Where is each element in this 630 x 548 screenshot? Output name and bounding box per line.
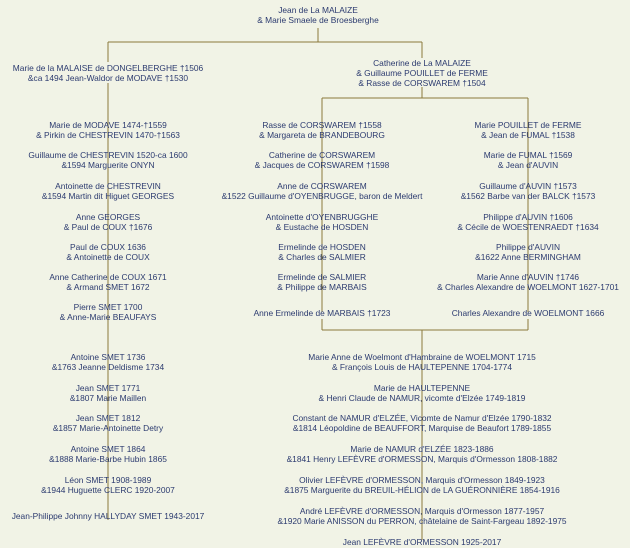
merged-gen-4 <box>284 475 560 495</box>
merged-gen-4-line-1: &1875 Marguerite du BREUIL-HÉLION de LA GUÉRONNIÈRE 1854-1916 <box>284 485 560 496</box>
merged-gen-5-line-0: André LEFÈVRE d'ORMESSON, Marquis d'Ormesson 1877-1957 <box>299 506 545 516</box>
mid-gen-2 <box>222 181 423 201</box>
left-gen-11-line-0: Léon SMET 1908-1989 <box>64 475 152 485</box>
merged-gen-3-line-1: &1841 Henry LEFÈVRE d'ORMESSON, Marquis d'Ormesson 1808-1882 <box>286 454 558 465</box>
mid-gen-1-line-1: & Jacques de CORSWAREM †1598 <box>254 160 390 171</box>
far-gen-2 <box>461 181 596 201</box>
merged-gen-2 <box>292 413 551 433</box>
left-head-couple-line-0: Marie de la MALAISE de DONGELBERGHE †1506 <box>12 63 204 73</box>
merged-gen-6-line-0: Jean LEFÈVRE d'ORMESSON 1925-2017 <box>342 537 502 547</box>
mid-gen-2-line-0: Anne de CORSWAREM <box>277 181 367 191</box>
merged-gen-0-line-1: & François Louis de HAULTEPENNE 1704-1774 <box>332 362 512 373</box>
root-couple-line-0: Jean de La MALAIZE <box>278 5 358 15</box>
left-gen-9-line-0: Jean SMET 1812 <box>75 413 141 423</box>
left-gen-10-line-0: Antoine SMET 1864 <box>70 444 146 454</box>
left-gen-4-line-1: & Antoinette de COUX <box>66 252 150 263</box>
left-gen-3-line-0: Anne GEORGES <box>75 212 141 222</box>
far-gen-5-line-1: & Charles Alexandre de WOELMONT 1627-1701 <box>437 282 619 293</box>
mid-gen-5-line-0: Ermelinde de SALMIER <box>277 272 367 282</box>
merged-gen-5 <box>277 506 566 526</box>
mid-gen-1-line-0: Catherine de CORSWAREM <box>268 150 376 160</box>
far-gen-3-line-0: Philippe d'AUVIN †1606 <box>483 212 573 222</box>
mid-gen-3-line-1: & Eustache de HOSDEN <box>275 222 369 233</box>
far-gen-4-line-0: Philippe d'AUVIN <box>496 242 560 252</box>
left-gen-8 <box>70 383 146 403</box>
merged-gen-0 <box>308 352 536 372</box>
left-gen-3-line-1: & Paul de COUX †1676 <box>63 222 153 233</box>
far-gen-3 <box>457 212 598 232</box>
left-gen-5-line-1: & Armand SMET 1672 <box>66 282 150 293</box>
merged-gen-1-line-0: Marie de HAULTEPENNE <box>373 383 471 393</box>
far-gen-5 <box>437 272 619 292</box>
left-gen-6-line-0: Pierre SMET 1700 <box>73 302 143 312</box>
right-head-couple-line-0: Catherine de La MALAIZE <box>373 58 471 68</box>
merged-gen-3-line-0: Marie de NAMUR d'ELZÉE 1823-1886 <box>350 444 494 454</box>
far-gen-1-line-1: & Jean d'AUVIN <box>497 160 559 171</box>
left-gen-4 <box>66 242 149 262</box>
left-gen-10-line-1: &1888 Marie-Barbe Hubin 1865 <box>49 454 167 465</box>
left-gen-1-line-1: &1594 Marguerite ONYN <box>61 160 155 171</box>
far-gen-6-line-0: Charles Alexandre de WOELMONT 1666 <box>451 308 605 318</box>
mid-gen-6 <box>254 308 391 318</box>
mid-gen-5 <box>277 272 366 292</box>
mid-gen-6-line-0: Anne Ermelinde de MARBAIS †1723 <box>253 308 391 318</box>
far-gen-5-line-0: Marie Anne d'AUVIN †1746 <box>476 272 580 282</box>
far-gen-4-line-1: &1622 Anne BERMINGHAM <box>475 252 581 263</box>
merged-gen-1-line-1: & Henri Claude de NAMUR, vicomte d'Elzée 1749-1819 <box>318 393 526 404</box>
right-head-couple-line-2: & Rasse de CORSWAREM †1504 <box>358 78 486 89</box>
far-gen-1 <box>484 150 573 170</box>
far-gen-0 <box>475 120 582 140</box>
mid-gen-0 <box>259 120 385 140</box>
left-gen-2-line-0: Antoinette de CHESTREVIN <box>55 181 161 191</box>
far-gen-0-line-0: Marie POUILLET de FERME <box>474 120 582 130</box>
merged-gen-4-line-0: Olivier LEFÈVRE d'ORMESSON, Marquis d'Ormesson 1849-1923 <box>299 475 545 485</box>
left-gen-5-line-0: Anne Catherine de COUX 1671 <box>49 272 167 282</box>
root-couple-line-1: & Marie Smaele de Broesberghe <box>257 15 379 26</box>
merged-gen-5-line-1: &1920 Marie ANISSON du PERRON, châtelaine de Saint-Fargeau 1892-1975 <box>277 516 567 527</box>
merged-gen-2-line-1: &1814 Léopoldine de BEAUFFORT, Marquise de Beaufort 1789-1855 <box>292 423 552 434</box>
left-gen-8-line-0: Jean SMET 1771 <box>75 383 141 393</box>
far-gen-3-line-1: & Cécile de WOESTENRAEDT †1634 <box>457 222 599 233</box>
merged-gen-2-line-0: Constant de NAMUR d'ELZÉE, Vicomte de Namur d'Elzée 1790-1832 <box>292 413 552 423</box>
far-gen-1-line-0: Marie de FUMAL †1569 <box>483 150 573 160</box>
left-gen-9 <box>53 413 163 433</box>
left-gen-6-line-1: & Anne-Marie BEAUFAYS <box>59 312 157 323</box>
mid-gen-4 <box>278 242 366 262</box>
mid-gen-0-line-0: Rasse de CORSWAREM †1558 <box>262 120 382 130</box>
left-gen-5 <box>49 272 166 292</box>
far-gen-6 <box>452 308 605 318</box>
left-gen-10 <box>49 444 167 464</box>
mid-gen-3 <box>266 212 378 232</box>
far-gen-2-line-0: Guillaume d'AUVIN †1573 <box>479 181 577 191</box>
left-gen-7-line-0: Antoine SMET 1736 <box>70 352 146 362</box>
left-gen-9-line-1: &1857 Marie-Antoinette Detry <box>52 423 164 434</box>
far-gen-0-line-1: & Jean de FUMAL †1538 <box>481 130 575 141</box>
left-gen-12-line-0: Jean-Philippe Johnny HALLYDAY SMET 1943-2017 <box>11 511 205 521</box>
mid-gen-5-line-1: & Philippe de MARBAIS <box>277 282 367 293</box>
root-couple <box>257 5 379 25</box>
left-gen-11-line-1: &1944 Huguette CLERC 1920-2007 <box>41 485 175 496</box>
left-gen-12 <box>12 511 205 521</box>
left-gen-8-line-1: &1807 Marie Maillen <box>69 393 147 404</box>
merged-gen-6 <box>343 537 501 547</box>
left-gen-7-line-1: &1763 Jeanne Deldisme 1734 <box>51 362 165 373</box>
left-gen-7 <box>52 352 164 372</box>
merged-gen-0-line-0: Marie Anne de Woelmont d'Hambraine de WOELMONT 1715 <box>308 352 536 362</box>
mid-gen-4-line-0: Ermelinde de HOSDEN <box>278 242 366 252</box>
left-gen-3 <box>64 212 152 232</box>
far-gen-4 <box>475 242 581 262</box>
mid-gen-4-line-1: & Charles de SALMIER <box>278 252 366 263</box>
merged-gen-3 <box>287 444 558 464</box>
left-gen-11 <box>41 475 175 495</box>
left-gen-2-line-1: &1594 Martin dit Higuet GEORGES <box>41 191 175 202</box>
mid-gen-2-line-1: &1522 Guillaume d'OYENBRUGGE, baron de Meldert <box>221 191 423 202</box>
left-head-couple <box>13 63 203 83</box>
left-gen-0-line-1: & Pirkin de CHESTREVIN 1470-†1563 <box>36 130 180 141</box>
far-gen-2-line-1: &1562 Barbe van der BALCK †1573 <box>460 191 596 202</box>
left-gen-1 <box>28 150 187 170</box>
right-head-couple-line-1: & Guillaume POUILLET de FERME <box>356 68 488 79</box>
right-head-couple <box>356 58 488 89</box>
mid-gen-0-line-1: & Margareta de BRANDEBOURG <box>259 130 385 141</box>
left-gen-0-line-0: Marie de MODAVE 1474-†1559 <box>49 120 167 130</box>
left-gen-0 <box>36 120 180 140</box>
left-gen-4-line-0: Paul de COUX 1636 <box>70 242 146 252</box>
left-gen-1-line-0: Guillaume de CHESTREVIN 1520-ca 1600 <box>28 150 188 160</box>
left-gen-2 <box>42 181 174 201</box>
merged-gen-1 <box>319 383 526 403</box>
mid-gen-1 <box>255 150 390 170</box>
left-gen-6 <box>60 302 157 322</box>
mid-gen-3-line-0: Antoinette d'OYENBRUGGHE <box>265 212 379 222</box>
left-head-couple-line-1: &ca 1494 Jean-Waldor de MODAVE †1530 <box>27 73 189 84</box>
